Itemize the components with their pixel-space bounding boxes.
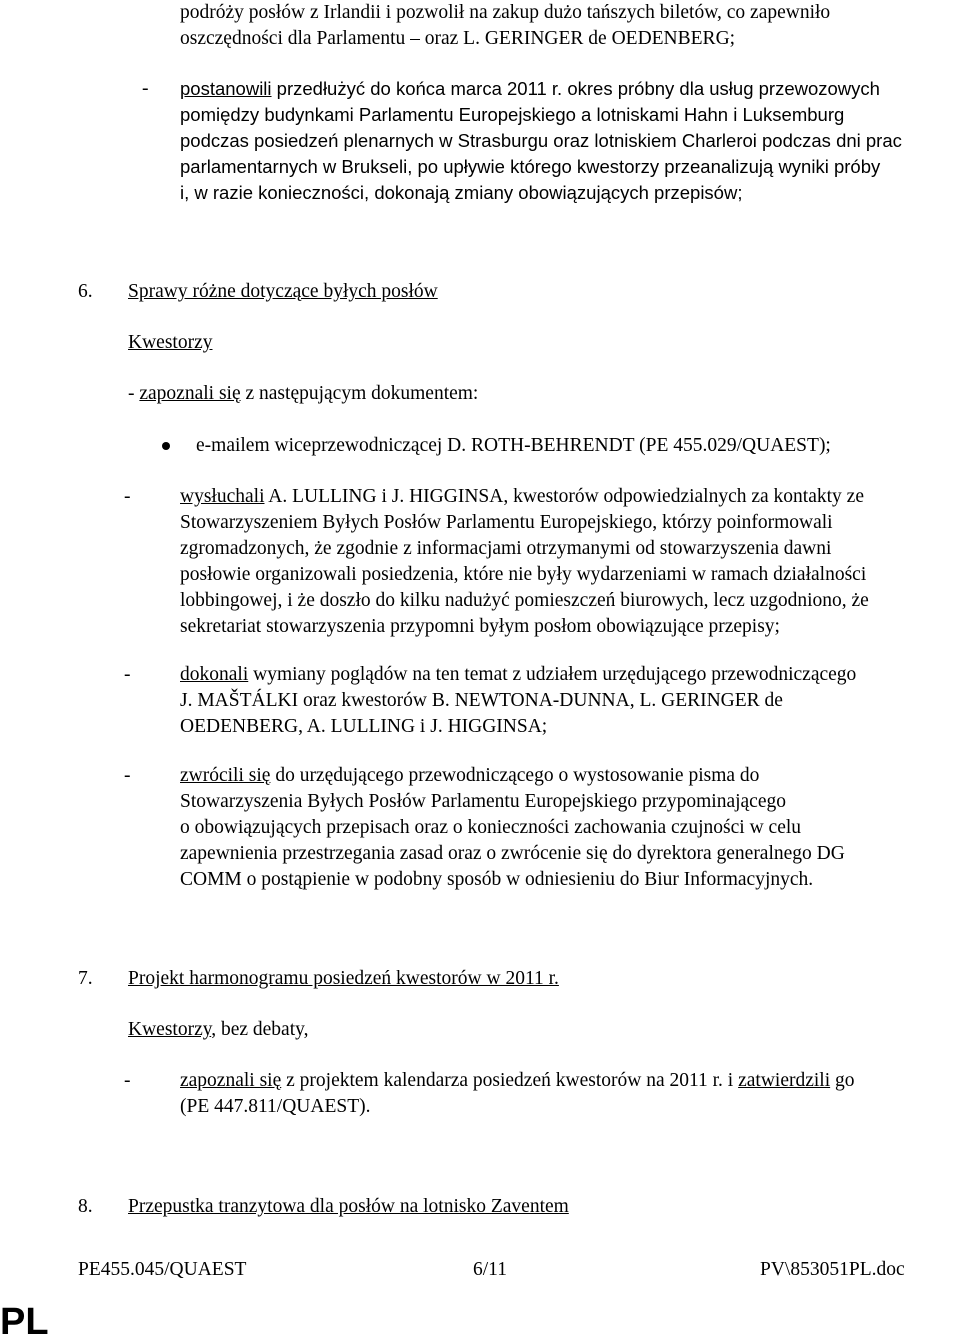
wysluchali-line-4: posłowie organizowali posiedzenia, które nie były wydarzeniami w ramach działalności <box>180 564 867 585</box>
postanowili-line-4: parlamentarnych w Brukseli, po upływie którego kwestorzy przeanalizują wyniki próby <box>180 156 881 177</box>
section-6-subject-line <box>128 330 212 356</box>
language-code: PL <box>0 1301 49 1343</box>
section-6-zapoznali-line <box>128 381 478 407</box>
dokonali-verb: dokonali <box>180 664 249 685</box>
item-dash: - <box>124 1070 131 1091</box>
wysluchali-line-1: A. LULLING i J. HIGGINSA, kwestorów odpowiedzialnych za kontakty ze <box>264 486 864 507</box>
zapoznali-dash: - <box>128 383 140 404</box>
wysluchali-verb: wysłuchali <box>180 486 265 507</box>
zwrocili-verb: zwrócili się <box>180 765 271 786</box>
wysluchali-line-5: lobbingowej, i że doszło do kilku nadużyć pomieszczeń biurowych, lecz uzgodniono, że <box>180 590 869 611</box>
section-7-verb-1: zapoznali się <box>180 1070 282 1091</box>
section-7-title-line <box>128 966 559 992</box>
zwrocili-line-3: o obowiązujących przepisach oraz o konieczności zachowania czujności w celu <box>180 817 802 838</box>
dokonali-line-3: OEDENBERG, A. LULLING i J. HIGGINSA; <box>180 716 548 737</box>
section-7-verb-2: zatwierdzili <box>738 1070 831 1091</box>
zapoznali-rest: z następującym dokumentem: <box>240 383 479 404</box>
section-8-title: Przepustka tranzytowa dla posłów na lotnisko Zaventem <box>128 1196 569 1217</box>
dokonali-line-1: wymiany poglądów na ten temat z udziałem urzędującego przewodniczącego <box>248 664 857 685</box>
wysluchali-line-3: zgromadzonych, że zgodnie z informacjami otrzymanymi od stowarzyszenia dawni <box>180 538 832 559</box>
section-7-end: go <box>830 1070 855 1091</box>
wysluchali-paragraph <box>180 484 869 640</box>
bullet-icon <box>162 442 170 450</box>
footer-page-number: 6/11 <box>473 1259 507 1280</box>
section-8-number: 8. <box>78 1196 93 1217</box>
section-7-item-paragraph <box>180 1068 855 1120</box>
zapoznali-verb: zapoznali się <box>139 383 241 404</box>
section-6-subject: Kwestorzy <box>128 332 213 353</box>
section-7-subject-line <box>128 1017 309 1043</box>
postanowili-verb: postanowili <box>180 78 272 99</box>
item-dash: - <box>124 765 131 786</box>
section-7-subject: Kwestorzy <box>128 1019 212 1040</box>
section-6-title-line <box>128 279 438 305</box>
section-7-line-2: (PE 447.811/QUAEST). <box>180 1096 371 1117</box>
dokonali-line-2: J. MAŠTÁLKI oraz kwestorów B. NEWTONA-DUNNA, L. GERINGER de <box>180 690 783 711</box>
postanowili-line-1: przedłużyć do końca marca 2011 r. okres próbny dla usług przewozowych <box>271 78 880 99</box>
top-line-2: oszczędności dla Parlamentu – oraz L. GERINGER de OEDENBERG; <box>180 28 736 49</box>
postanowili-line-2: pomiędzy budynkami Parlamentu Europejskiego a lotniskami Hahn i Luksemburg <box>180 104 845 125</box>
section-7-subject-rest: , bez debaty, <box>211 1019 309 1040</box>
zwrocili-line-4: zapewnienia przestrzegania zasad oraz o zwrócenie się do dyrektora generalnego DG <box>180 843 845 864</box>
wysluchali-line-2: Stowarzyszeniem Byłych Posłów Parlamentu Europejskiego, którzy poinformowali <box>180 512 833 533</box>
item-dash: - <box>142 78 149 99</box>
wysluchali-line-6: sekretariat stowarzyszenia przypomni byłym posłom obowiązujące przepisy; <box>180 616 780 637</box>
footer-file-name: PV\853051PL.doc <box>760 1259 905 1280</box>
bullet-text: e-mailem wiceprzewodniczącej D. ROTH-BEHRENDT (PE 455.029/QUAEST); <box>196 435 831 456</box>
section-7-title: Projekt harmonogramu posiedzeń kwestorów w 2011 r. <box>128 968 559 989</box>
section-7-mid: z projektem kalendarza posiedzeń kwestorów na 2011 r. i <box>281 1070 739 1091</box>
section-6-number: 6. <box>78 281 93 302</box>
bullet-item <box>196 433 831 459</box>
zwrocili-line-2: Stowarzyszenia Byłych Posłów Parlamentu Europejskiego przypominającego <box>180 791 786 812</box>
footer-doc-ref: PE455.045/QUAEST <box>78 1259 247 1280</box>
zwrocili-paragraph <box>180 763 845 893</box>
top-paragraph <box>180 0 830 52</box>
item-dash: - <box>124 486 131 507</box>
section-6-title: Sprawy różne dotyczące byłych posłów <box>128 281 438 302</box>
dokonali-paragraph <box>180 662 856 740</box>
postanowili-line-3: podczas posiedzeń plenarnych w Strasburgu oraz lotniskiem Charleroi podczas dni prac <box>180 130 902 151</box>
section-8-title-line <box>128 1194 569 1220</box>
section-7-number: 7. <box>78 968 93 989</box>
zwrocili-line-1: do urzędującego przewodniczącego o wystosowanie pisma do <box>270 765 760 786</box>
top-line-1: podróży posłów z Irlandii i pozwolił na zakup dużo tańszych biletów, co zapewniło <box>180 2 831 23</box>
postanowili-paragraph <box>180 76 902 206</box>
item-dash: - <box>124 664 131 685</box>
postanowili-line-5: i, w razie konieczności, dokonają zmiany obowiązujących przepisów; <box>180 182 743 203</box>
zwrocili-line-5: COMM o postąpienie w podobny sposób w odniesieniu do Biur Informacyjnych. <box>180 869 814 890</box>
